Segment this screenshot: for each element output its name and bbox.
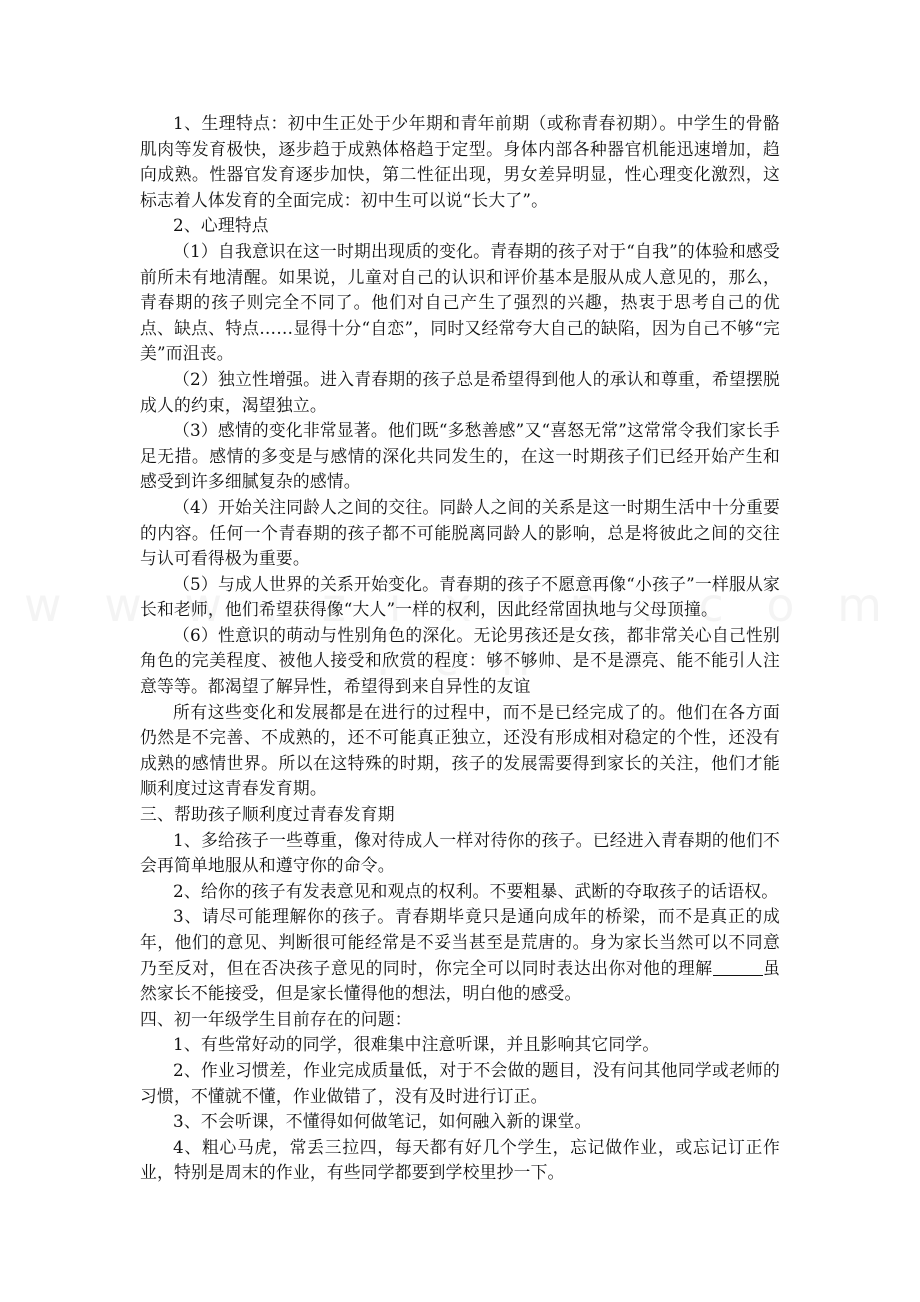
paragraph-self-awareness: （1）自我意识在这一时期出现质的变化。青春期的孩子对于“自我”的体验和感受前所未有地清醒。如果说，儿童对自己的认识和评价基本是服从成人意见的，那么，青春期的孩子则完全不同了。他们对自己产生了强烈的兴趣，热衷于思考自己的优点、缺点、特点……显得十分“自恋”，同时又经常夸大自己的缺陷，因为自己不够“完美”而沮丧。 [140, 240, 780, 364]
problem-item-4: 4、粗心马虎，常丢三拉四，每天都有好几个学生，忘记做作业，或忘记订正作业，特别是周末的作业，有些同学都要到学校里抄一下。 [140, 1136, 780, 1183]
paragraph-respect: 1、多给孩子一些尊重，像对待成人一样对待你的孩子。已经进入青春期的他们不会再简单地服从和遵守你的命令。 [140, 829, 780, 876]
paragraph-physiology: 1、生理特点：初中生正处于少年期和青年前期（或称青春初期）。中学生的骨骼肌肉等发育极快，逐步趋于成熟体格趋于定型。身体内部各种器官机能迅速增加，趋向成熟。性器官发育逐步加快，第二性征出现，男女差异明显，性心理变化激烈，这标志着人体发育的全面完成：初中生可以说“长大了”。 [140, 113, 780, 210]
paragraph-voice: 2、给你的孩子有发表意见和观点的权利。不要粗暴、武断的夺取孩子的话语权。 [173, 880, 779, 901]
paragraph-independence: （2）独立性增强。进入青春期的孩子总是希望得到他人的承认和尊重，希望摆脱成人的约束，渴望独立。 [140, 368, 780, 415]
subheading-psychology: 2、心理特点 [173, 215, 269, 236]
problem-item-1: 1、有些常好动的同学，很难集中注意听课，并且影响其它同学。 [173, 1034, 660, 1055]
paragraph-gender: （6）性意识的萌动与性别角色的深化。无论男孩还是女孩，都非常关心自己性别角色的完美程度、被他人接受和欣赏的程度：够不够帅、是不是漂亮、能不能引人注意等等。都渴望了解异性，希望得到来自异性的友谊 [140, 624, 780, 697]
blank-underline [713, 959, 763, 976]
section-heading-4: 四、初一年级学生目前存在的问题： [140, 1008, 412, 1029]
paragraph-summary: 所有这些变化和发展都是在进行的过程中，而不是已经完成了的。他们在各方面仍然是不完善、不成熟的，还不可能真正独立，还没有形成相对稳定的个性，还没有成熟的感情世界。所以在这特殊的时期，孩子的发展需要得到家长的关注，他们才能顺利度过这青春发育期。 [140, 701, 780, 799]
problem-item-3: 3、不会听课，不懂得如何做笔记，如何融入新的课堂。 [173, 1111, 592, 1132]
paragraph-emotions: （3）感情的变化非常显著。他们既“多愁善感”又“喜怒无常”这常常令我们家长手足无措。感情的多变是与感情的深化共同发生的，在这一时期孩子们已经开始产生和感受到许多细腻复杂的感情。 [140, 420, 780, 492]
understanding-text: 3、请尽可能理解你的孩子。青春期毕竟只是通向成年的桥梁，而不是真正的成年，他们的意见、判断很可能经常是不妥当甚至是荒唐的。身为家长当然可以不同意乃至反对，但在否决孩子意见的同时，你完全可以同时表达出你对他的理解 [140, 906, 780, 978]
paragraph-peers: （4）开始关注同龄人之间的交往。同龄人之间的关系是这一时期生活中十分重要的内容。任何一个青春期的孩子都不可能脱离同龄人的影响，总是将彼此之间的交往与认可看得极为重要。 [140, 496, 780, 569]
paragraph-adult-world: （5）与成人世界的关系开始变化。青春期的孩子不愿意再像“小孩子”一样服从家长和老师，他们希望获得像“大人”一样的权利，因此经常固执地与父母顶撞。 [140, 573, 780, 620]
section-heading-3: 三、帮助孩子顺利度过青春发育期 [140, 804, 395, 825]
understanding-text-cont: 虽然家长不能接受，但是家长懂得他的想法，明白他的感受。 [140, 957, 780, 1004]
document-body [140, 111, 780, 1186]
paragraph-understanding [140, 904, 780, 1006]
problem-item-2: 2、作业习惯差，作业完成质量低，对于不会做的题目，没有问其他同学或老师的习惯，不懂就不懂，作业做错了，没有及时进行订正。 [140, 1059, 780, 1106]
